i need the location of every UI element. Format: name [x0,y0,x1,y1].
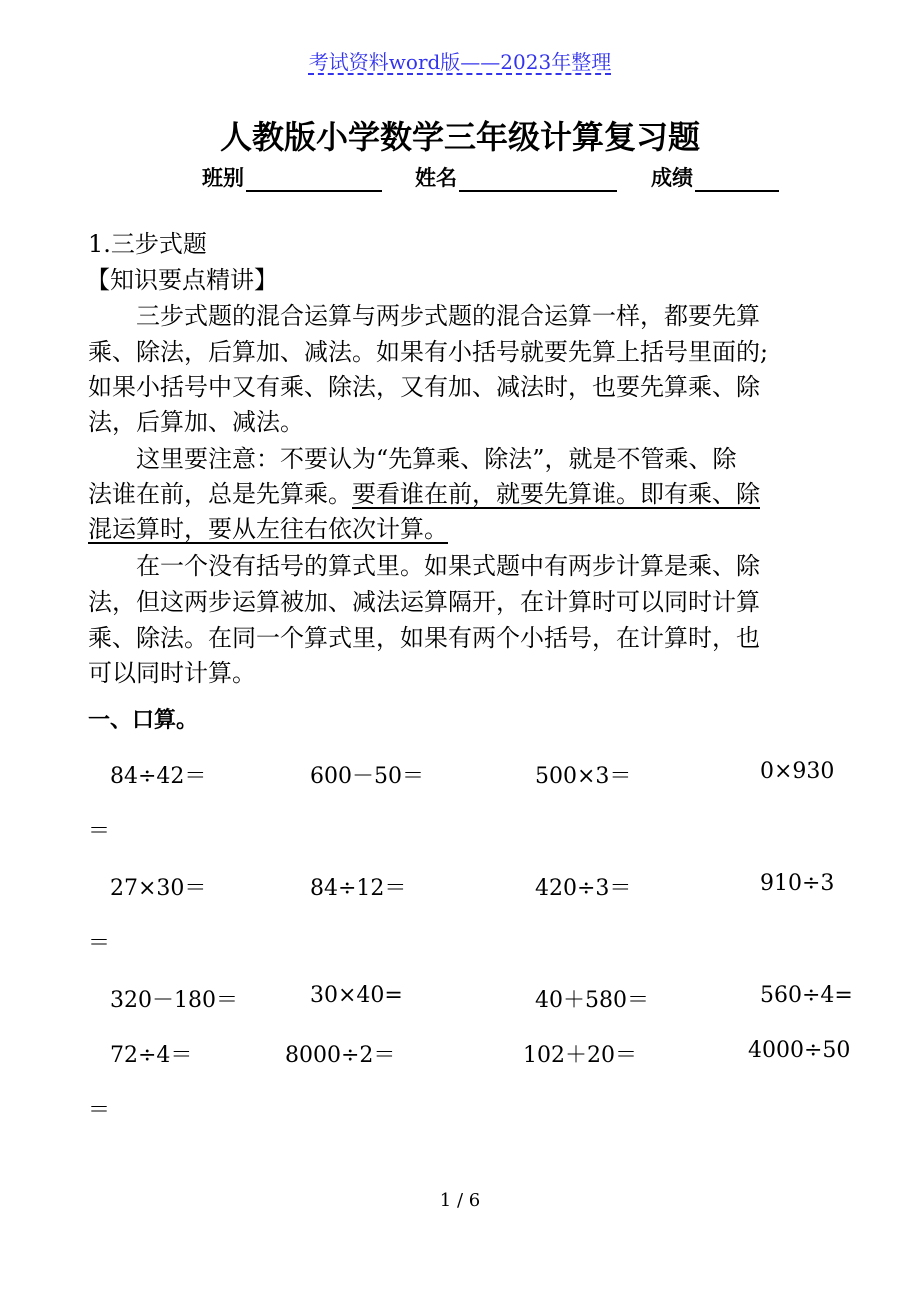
section-heading: 1.三步式题 [88,230,207,258]
underlined-text: 要看谁在前，就要先算谁。即有乘、除 [352,480,760,508]
oral-heading: 一、口算。 [88,708,199,733]
problem: 0×930 [760,759,835,784]
class-blank [246,170,382,192]
paragraph-line: 三步式题的混合运算与两步式题的混合运算一样，都要先算 [136,302,760,330]
page-number: 1 / 6 [439,1190,481,1211]
wrapped-equals: ＝ [88,1098,111,1123]
paragraph-line: 乘、除法。在同一个算式里，如果有两个小括号，在计算时，也 [88,624,760,652]
class-label: 班别 [202,166,244,190]
name-blank [459,170,617,192]
problem: 84÷12＝ [310,876,407,901]
problem: 8000÷2＝ [285,1043,396,1068]
problem: 420÷3＝ [535,876,632,901]
wrapped-equals: ＝ [88,931,111,956]
name-field [415,162,617,192]
problem: 500×3＝ [535,764,632,789]
problem: 72÷4＝ [110,1043,193,1068]
name-label: 姓名 [415,166,457,190]
problem: 4000÷50 [748,1038,851,1063]
problem: 27×30＝ [110,876,207,901]
paragraph-line: 在一个没有括号的算式里。如果式题中有两步计算是乘、除 [136,552,760,580]
problem: 84÷42＝ [110,764,207,789]
paragraph-line: 这里要注意：不要认为“先算乘、除法”，就是不管乘、除 [136,445,737,473]
problem: 320－180＝ [110,988,238,1013]
problem: 30×40= [310,983,403,1008]
score-blank [695,170,779,192]
paragraph-line: 如果小括号中又有乘、除法，又有加、减法时，也要先算乘、除 [88,373,760,401]
problem: 102＋20＝ [523,1043,637,1068]
score-label: 成绩 [651,166,693,190]
page-title: 人教版小学数学三年级计算复习题 [219,118,700,156]
paragraph-line: 法，后算加、减法。 [88,408,304,436]
paragraph-line: 可以同时计算。 [88,659,256,687]
problem: 910÷3 [760,871,835,896]
paragraph-line: 法，但这两步运算被加、减法运算隔开，在计算时可以同时计算 [88,588,760,616]
paragraph-text: 法谁在前，总是先算乘。 [88,480,352,508]
wrapped-equals: ＝ [88,819,111,844]
problem: 40＋580＝ [535,988,649,1013]
class-field [202,162,382,192]
problem: 560÷4= [760,983,853,1008]
section-subheading: 【知识要点精讲】 [86,266,278,294]
paragraph-line [88,479,760,509]
paragraph-line: 乘、除法，后算加、减法。如果有小括号就要先算上括号里面的; [88,338,769,366]
problem: 600－50＝ [310,764,424,789]
score-field [651,162,779,192]
underlined-text: 混运算时，要从左往右依次计算。 [88,515,448,543]
header-link[interactable]: 考试资料word版——2023年整理 [308,50,612,74]
